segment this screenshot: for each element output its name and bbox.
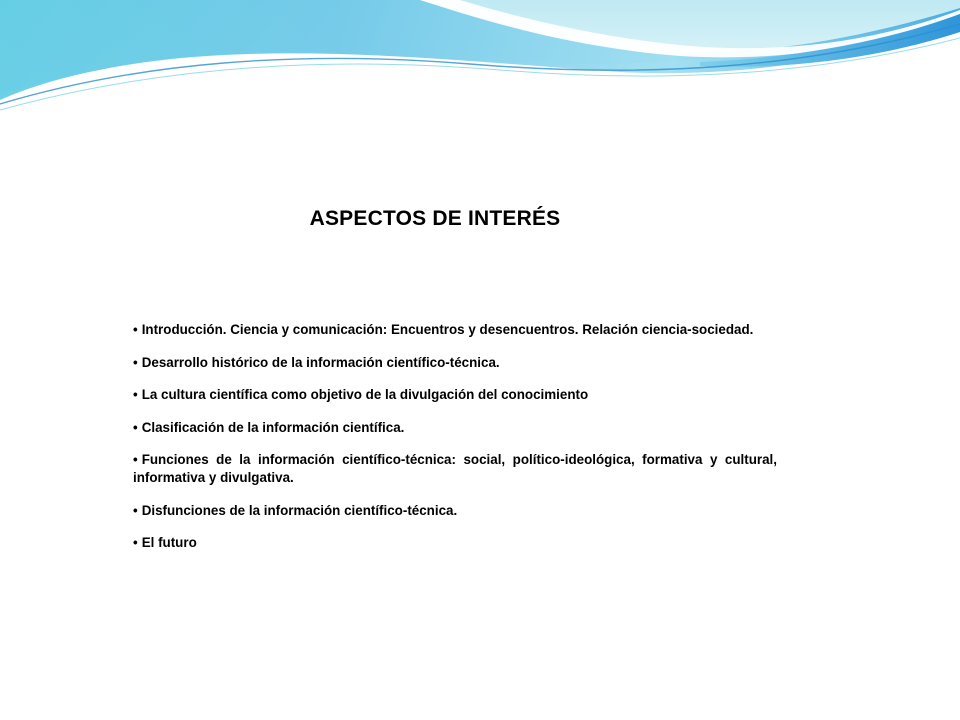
list-item — [133, 451, 777, 487]
bullet-list — [133, 321, 777, 567]
list-item-text: Disfunciones de la información científico-técnica. — [141, 502, 458, 518]
slide-title: ASPECTOS DE INTERÉS — [309, 207, 561, 230]
list-item — [133, 534, 777, 552]
list-item-text: Introducción. Ciencia y comunicación: Encuentros y desencuentros. Relación ciencia-sociedad. — [141, 322, 754, 337]
list-item — [133, 321, 777, 339]
bullet-glyph: • — [133, 452, 138, 467]
header-wave-decoration — [0, 0, 960, 130]
list-item-text: Desarrollo histórico de la información científico-técnica. — [141, 354, 500, 370]
bullet-glyph: • — [133, 322, 138, 337]
list-item — [133, 419, 777, 437]
list-item-text: La cultura científica como objetivo de la divulgación del conocimiento — [141, 387, 589, 402]
bullet-glyph: • — [133, 535, 138, 550]
list-item — [133, 386, 777, 404]
list-item-text: El futuro — [141, 535, 197, 550]
list-item — [133, 502, 777, 520]
bullet-glyph: • — [133, 354, 138, 370]
list-item-text: Clasificación de la información científica. — [141, 419, 405, 435]
bullet-glyph: • — [133, 502, 138, 518]
list-item — [133, 354, 777, 372]
list-item-text: Funciones de la información científico-técnica: social, político-ideológica, formativa y cultural, informativa y divulgativa. — [133, 452, 777, 485]
bullet-glyph: • — [133, 387, 138, 402]
bullet-glyph: • — [133, 419, 138, 435]
